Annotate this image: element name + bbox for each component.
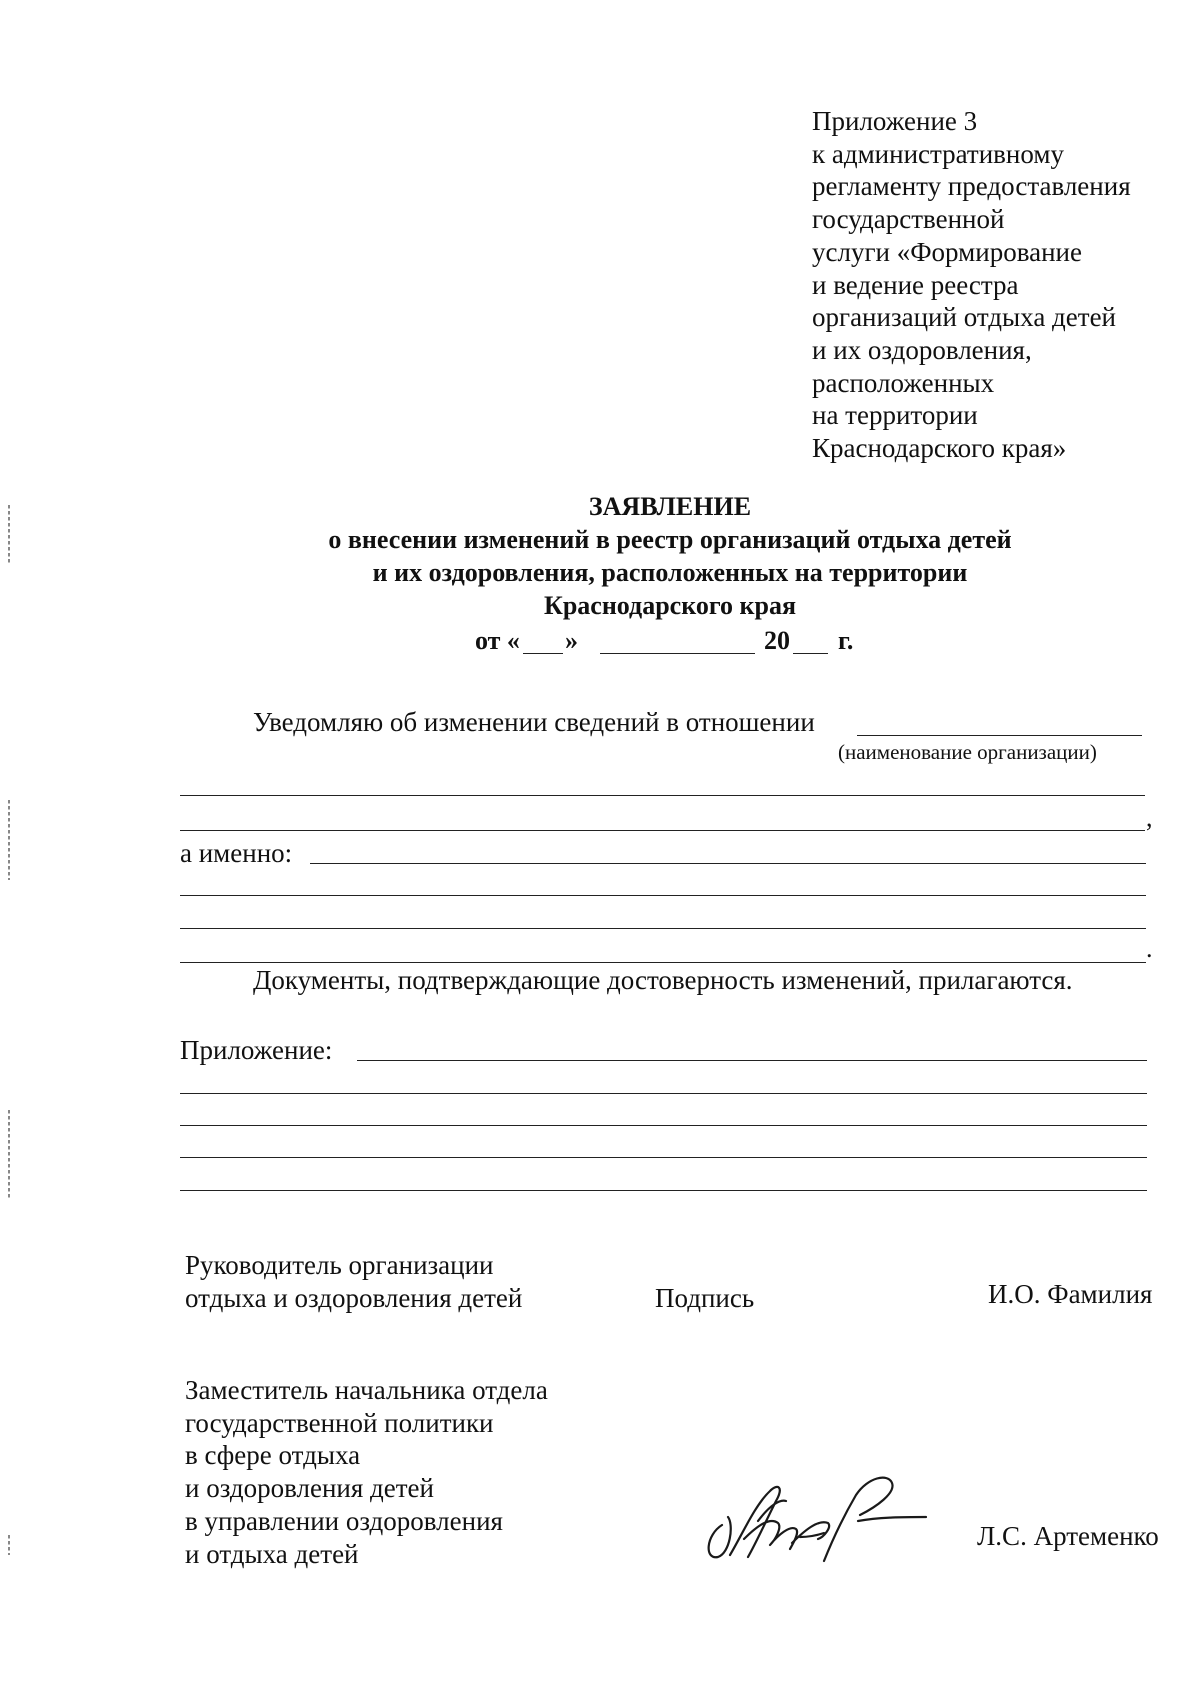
title-line-3: Краснодарского края bbox=[543, 591, 797, 620]
deputy-title bbox=[185, 1374, 548, 1570]
deputy-title-line: государственной политики bbox=[185, 1407, 494, 1438]
deputy-title-line: и оздоровления детей bbox=[185, 1473, 434, 1504]
title-line-2: и их оздоровления, расположенных на территории bbox=[372, 558, 968, 587]
appendix-line: Краснодарского края» bbox=[812, 433, 1067, 464]
attachment-field-line[interactable] bbox=[180, 1190, 1147, 1191]
namely-label: а именно: bbox=[180, 838, 293, 868]
organization-name-field[interactable] bbox=[857, 735, 1142, 736]
attachment-field-line[interactable] bbox=[180, 1125, 1147, 1126]
changes-field-line[interactable] bbox=[180, 895, 1146, 896]
appendix-line: организаций отдыха детей bbox=[812, 302, 1117, 333]
appendix-line: и их оздоровления, bbox=[812, 334, 1032, 365]
organization-caption: (наименование организации) bbox=[838, 740, 1097, 764]
date-quote-close: » bbox=[565, 626, 578, 655]
attachment-field-line[interactable] bbox=[180, 1157, 1147, 1158]
organization-name-continuation[interactable] bbox=[180, 795, 1145, 796]
period: . bbox=[1146, 934, 1153, 963]
head-title-line-1: Руководитель организации bbox=[185, 1250, 494, 1280]
attachment-label: Приложение: bbox=[180, 1035, 333, 1065]
date-suffix: г. bbox=[838, 626, 854, 655]
changes-field[interactable] bbox=[310, 863, 1146, 864]
changes-field-line[interactable] bbox=[180, 928, 1146, 929]
appendix-line: услуги «Формирование bbox=[812, 236, 1082, 267]
name-placeholder: И.О. Фамилия bbox=[988, 1279, 1153, 1309]
deputy-title-line: в управлении оздоровления bbox=[185, 1505, 503, 1536]
appendix-block bbox=[812, 105, 1131, 465]
deputy-title-line: и отдыха детей bbox=[185, 1538, 359, 1569]
deputy-title-line: в сфере отдыха bbox=[185, 1440, 361, 1471]
appendix-line: и ведение реестра bbox=[812, 269, 1019, 300]
signature-label: Подпись bbox=[655, 1283, 755, 1313]
date-prefix: от « bbox=[475, 626, 520, 655]
comma: , bbox=[1146, 803, 1153, 832]
date-day-blank[interactable] bbox=[523, 653, 563, 654]
changes-field-line[interactable] bbox=[180, 962, 1146, 963]
scan-artifact bbox=[8, 1110, 10, 1200]
date-year-prefix: 20 bbox=[764, 626, 790, 655]
appendix-line: Приложение 3 bbox=[812, 106, 978, 136]
appendix-line: расположенных bbox=[812, 367, 995, 398]
organization-name-continuation[interactable] bbox=[180, 830, 1145, 831]
document-heading: ЗАЯВЛЕНИЕ bbox=[588, 492, 752, 521]
notify-text: Уведомляю об изменении сведений в отношении bbox=[253, 707, 815, 737]
scan-artifact bbox=[8, 800, 10, 880]
attachment-field[interactable] bbox=[357, 1060, 1147, 1061]
appendix-line: к административному bbox=[812, 138, 1064, 169]
appendix-line: на территории bbox=[812, 400, 978, 431]
deputy-title-line: Заместитель начальника отдела bbox=[185, 1375, 548, 1405]
title-line-1: о внесении изменений в реестр организаций отдыха детей bbox=[328, 525, 1012, 554]
handwritten-signature bbox=[700, 1465, 940, 1575]
head-title-line-2: отдыха и оздоровления детей bbox=[185, 1283, 523, 1313]
scan-artifact bbox=[8, 1535, 10, 1555]
deputy-name: Л.С. Артеменко bbox=[977, 1521, 1159, 1551]
attachment-field-line[interactable] bbox=[180, 1093, 1147, 1094]
appendix-line: государственной bbox=[812, 204, 1005, 235]
date-year-blank[interactable] bbox=[793, 653, 828, 654]
date-month-blank[interactable] bbox=[600, 653, 755, 654]
appendix-line: регламенту предоставления bbox=[812, 171, 1131, 202]
documents-statement: Документы, подтверждающие достоверность изменений, прилагаются. bbox=[253, 965, 1073, 995]
